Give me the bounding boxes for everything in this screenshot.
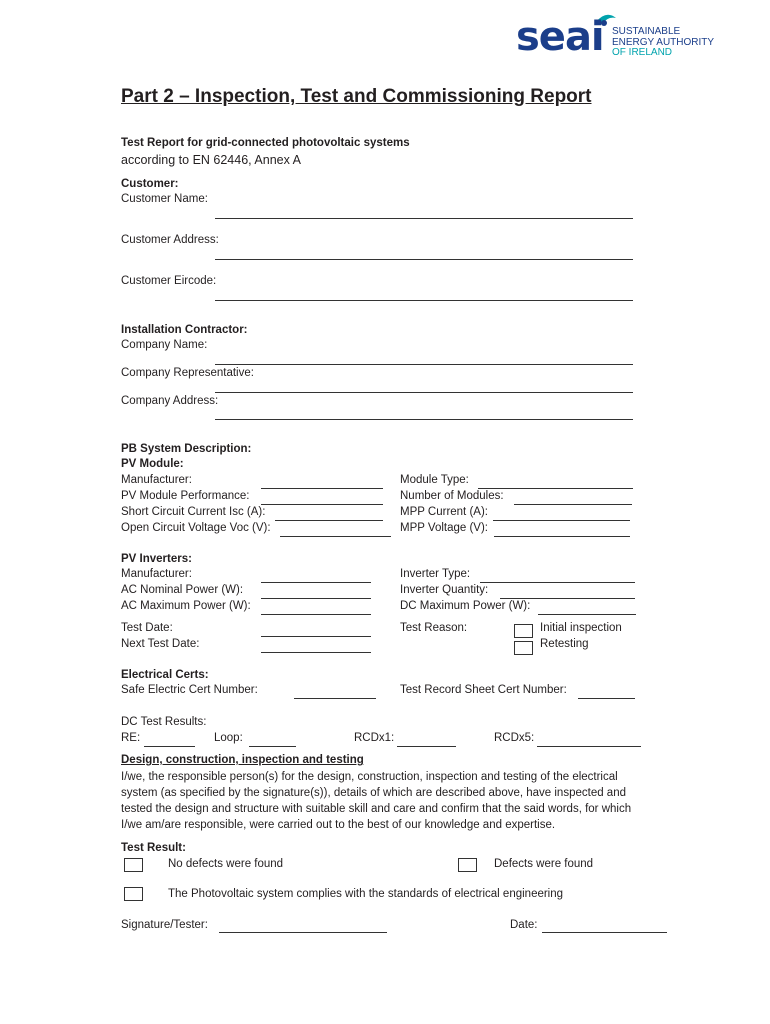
design-text-line2: system (as specified by the signature(s)), details of which are described above, have inspected and [121, 787, 626, 799]
loop-label: Loop: [214, 732, 243, 744]
rcdx5-label: RCDx5: [494, 732, 535, 744]
company-address-field[interactable] [215, 419, 633, 420]
inverter-manufacturer-field[interactable] [261, 582, 371, 583]
customer-name-field[interactable] [215, 218, 633, 219]
customer-address-field[interactable] [215, 259, 633, 260]
pv-system-heading: PB System Description: [121, 443, 252, 455]
dc-test-heading: DC Test Results: [121, 716, 207, 728]
re-label: RE: [121, 732, 141, 744]
customer-heading: Customer: [121, 178, 179, 190]
design-text-line4: I/we am/are responsible, were carried out to the best of our knowledge and expertise. [121, 819, 556, 831]
logo-wordmark: seai [516, 14, 604, 60]
test-result-heading: Test Result: [121, 842, 186, 854]
date-label: Date: [510, 919, 538, 931]
rcdx1-label: RCDx1: [354, 732, 395, 744]
company-representative-label: Company Representative: [121, 367, 254, 379]
module-performance-field[interactable] [261, 504, 383, 505]
company-address-label: Company Address: [121, 395, 219, 407]
dc-max-field[interactable] [538, 614, 636, 615]
safe-cert-field[interactable] [294, 698, 376, 699]
ac-max-field[interactable] [261, 614, 371, 615]
subtitle-line1: Test Report for grid-connected photovoltaic systems [121, 137, 410, 149]
mpp-voltage-label: MPP Voltage (V): [400, 522, 488, 534]
inverter-quantity-field[interactable] [500, 598, 635, 599]
company-name-field[interactable] [215, 364, 633, 365]
company-representative-field[interactable] [215, 392, 633, 393]
customer-eircode-field[interactable] [215, 300, 633, 301]
mpp-current-label: MPP Current (A): [400, 506, 488, 518]
ac-max-label: AC Maximum Power (W): [121, 600, 251, 612]
complies-label: The Photovoltaic system complies with the standards of electrical engineering [168, 888, 564, 900]
inverters-heading: PV Inverters: [121, 553, 192, 565]
inverter-quantity-label: Inverter Quantity: [400, 584, 489, 596]
mpp-voltage-field[interactable] [494, 536, 630, 537]
isc-label: Short Circuit Current Isc (A): [121, 506, 266, 518]
next-test-date-field[interactable] [261, 652, 371, 653]
inverter-type-field[interactable] [480, 582, 635, 583]
test-date-field[interactable] [261, 636, 371, 637]
ac-nominal-field[interactable] [261, 598, 371, 599]
logo-tagline [612, 27, 714, 59]
initial-inspection-label: Initial inspection [540, 622, 622, 634]
complies-checkbox[interactable] [124, 887, 143, 901]
test-date-label: Test Date: [121, 622, 173, 634]
inverter-type-label: Inverter Type: [400, 568, 471, 580]
date-field[interactable] [542, 932, 667, 933]
logo-tagline-line2: ENERGY AUTHORITY [612, 36, 715, 48]
customer-address-label: Customer Address: [121, 234, 219, 246]
module-performance-label: PV Module Performance: [121, 490, 250, 502]
test-reason-label: Test Reason: [400, 622, 468, 634]
inverter-manufacturer-label: Manufacturer: [121, 568, 192, 580]
electrical-certs-heading: Electrical Certs: [121, 669, 209, 681]
voc-label: Open Circuit Voltage Voc (V): [121, 522, 271, 534]
initial-inspection-checkbox[interactable] [514, 624, 533, 638]
loop-field[interactable] [249, 746, 296, 747]
isc-field[interactable] [275, 520, 383, 521]
next-test-date-label: Next Test Date: [121, 638, 200, 650]
num-modules-label: Number of Modules: [400, 490, 504, 502]
signature-field[interactable] [219, 932, 387, 933]
subtitle-line2: according to EN 62446, Annex A [121, 153, 301, 167]
num-modules-field[interactable] [514, 504, 632, 505]
dc-max-label: DC Maximum Power (W): [400, 600, 531, 612]
record-sheet-field[interactable] [578, 698, 635, 699]
re-field[interactable] [144, 746, 195, 747]
module-manufacturer-label: Manufacturer: [121, 474, 192, 486]
company-name-label: Company Name: [121, 339, 208, 351]
retesting-label: Retesting [540, 638, 589, 650]
design-heading: Design, construction, inspection and testing [121, 754, 364, 766]
design-text-line1: I/we, the responsible person(s) for the design, construction, inspection and testing of the electrical [121, 771, 618, 783]
customer-name-label: Customer Name: [121, 193, 208, 205]
module-type-field[interactable] [478, 488, 633, 489]
logo-tagline-line3: OF IRELAND [612, 47, 673, 58]
retesting-checkbox[interactable] [514, 641, 533, 655]
module-manufacturer-field[interactable] [261, 488, 383, 489]
defects-label: Defects were found [494, 858, 594, 870]
signature-label: Signature/Tester: [121, 919, 208, 931]
defects-checkbox[interactable] [458, 858, 477, 872]
ac-nominal-label: AC Nominal Power (W): [121, 584, 244, 596]
design-text-line3: tested the design and structure with suitable skill and care and confirm that the said words, for which [121, 803, 632, 815]
no-defects-label: No defects were found [168, 858, 284, 870]
contractor-heading: Installation Contractor: [121, 324, 248, 336]
rcdx1-field[interactable] [397, 746, 456, 747]
rcdx5-field[interactable] [537, 746, 641, 747]
customer-eircode-label: Customer Eircode: [121, 275, 217, 287]
safe-cert-label: Safe Electric Cert Number: [121, 684, 258, 696]
page-title: Part 2 – Inspection, Test and Commissioning Report [121, 86, 592, 107]
mpp-current-field[interactable] [493, 520, 630, 521]
logo-tagline-line1: SUSTAINABLE [612, 26, 681, 37]
record-sheet-label: Test Record Sheet Cert Number: [400, 684, 567, 696]
voc-field[interactable] [280, 536, 391, 537]
pv-module-heading: PV Module: [121, 458, 184, 470]
module-type-label: Module Type: [400, 474, 469, 486]
no-defects-checkbox[interactable] [124, 858, 143, 872]
